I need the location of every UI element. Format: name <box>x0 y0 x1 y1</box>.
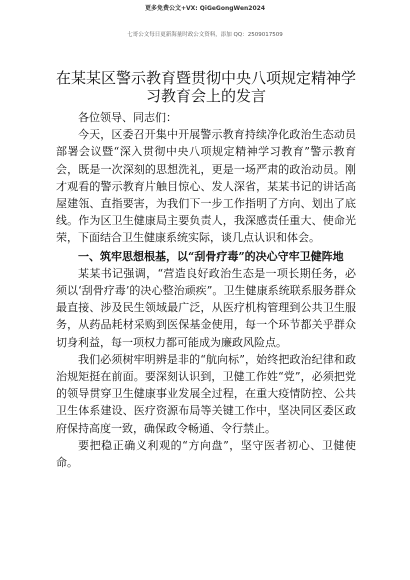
document-body <box>56 109 356 471</box>
section-heading-1: 一、筑牢思想根基，以“刮骨疗毒”的决心守牢卫健阵地 <box>78 249 344 263</box>
paragraph-4: 要把稳正确义利观的“方向盘”，坚守医者初心、卫健使命。 <box>56 438 356 470</box>
paragraph-1: 今天，区委召开集中开展警示教育持续净化政治生态动员部署会议暨“深入贯彻中央八项规定精神学习教育”警示教育会，既是一次深刻的思想洗礼，更是一场严肃的政治动员。刚才观看的警示教育片触目惊心、发人深省，某某书记的讲话高屋建瓴、直指要害，为我们下一步工作指明了方向、划出了底线。作为区卫生健康局主要负责人，我深感责任重大、使命光荣，下面结合卫生健康系统实际，谈几点认识和体会。 <box>56 128 356 245</box>
document-title <box>56 69 356 105</box>
paragraph-2: 某某书记强调，“营造良好政治生态是一项长期任务，必须以‘刮骨疗毒’的决心整治顽疾”。卫生健康系统联系服务群众最直接、涉及民生领域最广泛，从医疗机构管理到公共卫生服务，从药品耗材采购到医保基金使用，每一个环节都关乎群众切身利益，每一项权力都可能成为廉政风险点。 <box>56 266 356 349</box>
top-banner: 更多免费公文+VX: QiGeGongWen2024 <box>145 5 265 12</box>
salutation: 各位领导、同志们： <box>78 111 177 124</box>
paragraph-3: 我们必须树牢明辨是非的“航向标”，始终把政治纪律和政治规矩挺在前面。要深刻认识到，卫健工作姓“党”，必须把党的领导贯穿卫生健康事业发展全过程，在重大疫情防控、公共卫生体系建设、医疗资源布局等关键工作中，坚决同区委区政府保持高度一致，确保政令畅通、令行禁止。 <box>56 352 356 435</box>
title-line-2: 习教育会上的发言 <box>145 87 266 105</box>
title-line-1: 在某某区警示教育暨贯彻中央八项规定精神学 <box>56 69 357 87</box>
header-note: 七哥公文每日更新海量时政公文资料，添加 QQ：2509017509 <box>127 32 283 38</box>
